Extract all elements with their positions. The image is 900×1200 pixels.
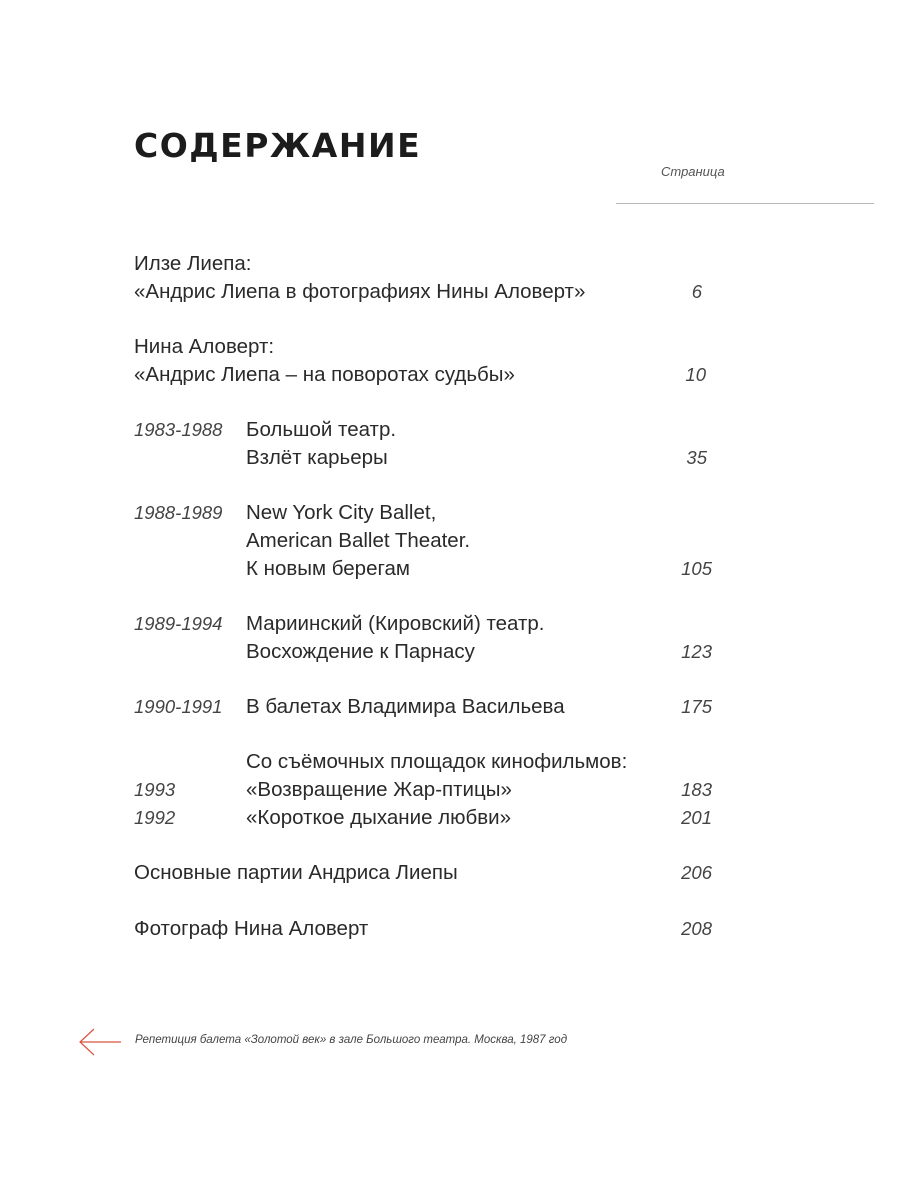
page-column-divider — [616, 203, 874, 204]
toc-entry-years: 1989-1994 — [134, 613, 223, 634]
toc-entry-title: Взлёт карьеры — [246, 446, 388, 469]
toc-entry-aloverts-essay[interactable] — [0, 333, 900, 389]
toc-entry-liepa-ilze[interactable] — [0, 250, 900, 306]
toc-film-item[interactable] — [0, 776, 900, 804]
toc-page-number: 201 — [681, 807, 712, 828]
toc-page-number: 6 — [691, 281, 702, 302]
toc-entry-years: 1983-1988 — [134, 419, 223, 440]
toc-entry-title: В балетах Владимира Васильева — [246, 695, 565, 718]
toc-entry-title: «Андрис Лиепа – на поворотах судьбы» — [134, 363, 515, 386]
toc-entry-title: Илзе Лиепа: — [134, 252, 252, 275]
toc-section-heading: Со съёмочных площадок кинофильмов: — [246, 750, 628, 773]
toc-page-number: 208 — [681, 918, 712, 939]
toc-entry-years: 1993 — [134, 779, 176, 800]
toc-entry-films — [0, 748, 900, 832]
toc-entry-title: «Короткое дыхание любви» — [246, 806, 511, 829]
toc-entry-title: Восхождение к Парнасу — [246, 640, 475, 663]
toc-entry-title: Нина Аловерт: — [134, 335, 275, 358]
toc-page-number: 183 — [681, 779, 712, 800]
toc-entry-title: New York City Ballet, — [246, 501, 437, 524]
toc-entry-mariinsky[interactable] — [0, 610, 900, 666]
toc-entry-title: «Возвращение Жар-птицы» — [246, 778, 512, 801]
arrow-left-icon — [78, 1028, 122, 1056]
toc-entry-new-york[interactable] — [0, 499, 900, 583]
toc-entry-vasiliev[interactable] — [0, 693, 900, 721]
toc-entry-title: American Ballet Theater. — [246, 529, 471, 552]
toc-page-number: 35 — [686, 447, 707, 468]
toc-entry-years: 1992 — [134, 807, 176, 828]
toc-film-item[interactable] — [0, 804, 900, 832]
toc-entry-title: К новым берегам — [246, 557, 411, 580]
toc-page-number: 123 — [681, 641, 712, 662]
toc-entry-title: Мариинский (Кировский) театр. — [246, 612, 545, 635]
toc-entry-years: 1990-1991 — [134, 696, 223, 717]
toc-entry-main-roles[interactable] — [0, 859, 900, 887]
toc-page-number: 206 — [681, 862, 712, 883]
page-column-label: Страница — [661, 164, 725, 179]
toc-entry-title: Основные партии Андриса Лиепы — [134, 861, 458, 884]
page-title: СОДЕРЖАНИЕ — [134, 126, 422, 165]
photo-caption: Репетиция балета «Золотой век» в зале Большого театра. Москва, 1987 год — [135, 1034, 568, 1046]
toc-entry-title: «Андрис Лиепа в фотографиях Нины Аловерт» — [134, 280, 586, 303]
toc-page-number: 10 — [685, 364, 706, 385]
toc-page-number: 175 — [681, 696, 712, 717]
toc-entry-bolshoi[interactable] — [0, 416, 900, 472]
toc-entry-title: Большой театр. — [246, 418, 397, 441]
toc-entry-photographer[interactable] — [0, 915, 900, 943]
toc-entry-title: Фотограф Нина Аловерт — [134, 917, 369, 940]
toc-page-number: 105 — [681, 558, 712, 579]
toc-entry-years: 1988-1989 — [134, 502, 223, 523]
